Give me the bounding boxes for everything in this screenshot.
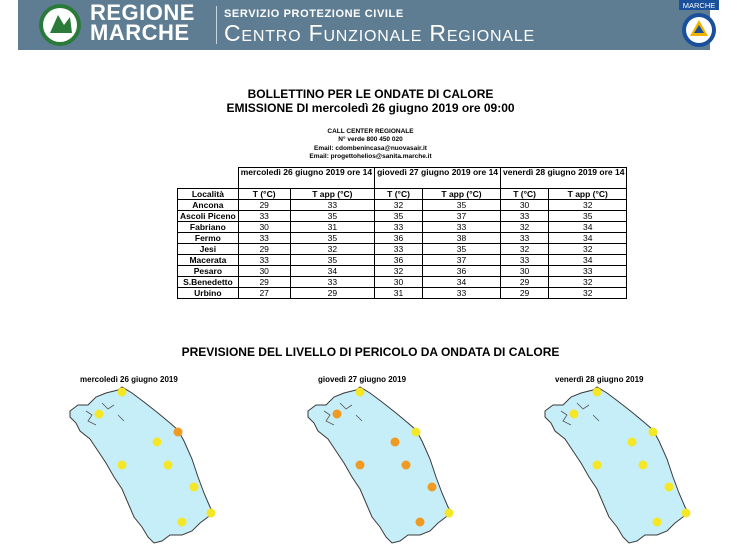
temp-cell: 33 (238, 233, 290, 244)
tapp-cell: 32 (549, 244, 627, 255)
temp-cell: 29 (238, 244, 290, 255)
location-cell: S.Benedetto (178, 277, 239, 288)
tapp-cell: 33 (549, 266, 627, 277)
tapp-cell: 35 (549, 211, 627, 222)
city-marker-macerata (402, 461, 411, 470)
city-marker-fermo (190, 483, 199, 492)
location-cell: Fermo (178, 233, 239, 244)
regione-marche-wordmark (90, 0, 195, 45)
table-row (178, 255, 627, 266)
location-cell: Ancona (178, 200, 239, 211)
table-column-header-row (178, 189, 627, 200)
column-header-temp: T (°C) (501, 189, 549, 200)
city-marker-pesaro (118, 388, 127, 397)
column-header-tapp: T app (°C) (422, 189, 500, 200)
tapp-cell: 29 (290, 288, 375, 299)
location-cell: Urbino (178, 288, 239, 299)
city-marker-jesi (153, 438, 162, 447)
map-label-day-3: venerdì 28 giugno 2019 (555, 375, 644, 384)
table-day-header: mercoledì 26 giugno 2019 ore 14 (238, 168, 374, 189)
tapp-cell: 35 (422, 200, 500, 211)
city-marker-ascoli-piceno (416, 518, 425, 527)
heat-map-day-3 (533, 385, 703, 547)
city-marker-fabriano (356, 461, 365, 470)
header-banner (18, 0, 716, 50)
call-center-label: CALL CENTER REGIONALE (327, 128, 414, 135)
temp-cell: 30 (501, 266, 549, 277)
tapp-cell: 32 (549, 200, 627, 211)
table-row (178, 200, 627, 211)
column-header-temp: T (°C) (375, 189, 423, 200)
city-marker-pesaro (593, 388, 602, 397)
city-marker-s-benedetto (207, 509, 216, 518)
forecast-title: PREVISIONE DEL LIVELLO DI PERICOLO DA ONDATA DI CALORE (181, 345, 560, 359)
tapp-cell: 32 (549, 288, 627, 299)
location-cell: Pesaro (178, 266, 239, 277)
marche-region-outline (545, 387, 689, 543)
city-marker-macerata (164, 461, 173, 470)
tapp-cell: 35 (290, 211, 375, 222)
column-header-temp: T (°C) (238, 189, 290, 200)
tapp-cell: 33 (290, 277, 375, 288)
city-marker-ancona (649, 428, 658, 437)
table-day-header: giovedì 27 giugno 2019 ore 14 (375, 168, 501, 189)
city-marker-s-benedetto (682, 509, 691, 518)
temp-cell: 30 (501, 200, 549, 211)
marche-region-outline (308, 387, 452, 543)
table-row (178, 222, 627, 233)
table-corner (178, 168, 239, 189)
regione-marche-logo-icon (38, 3, 82, 47)
tapp-cell: 35 (290, 233, 375, 244)
temp-cell: 33 (501, 255, 549, 266)
temp-cell: 35 (375, 211, 423, 222)
tapp-cell: 32 (549, 277, 627, 288)
tapp-cell: 34 (549, 222, 627, 233)
city-marker-s-benedetto (445, 509, 454, 518)
city-marker-urbino (95, 410, 104, 419)
city-marker-pesaro (356, 388, 365, 397)
temp-cell: 30 (238, 266, 290, 277)
tapp-cell: 34 (549, 255, 627, 266)
tapp-cell: 38 (422, 233, 500, 244)
temp-cell: 33 (238, 211, 290, 222)
temp-cell: 27 (238, 288, 290, 299)
temp-cell: 36 (375, 255, 423, 266)
temp-cell: 33 (375, 244, 423, 255)
tapp-cell: 33 (290, 200, 375, 211)
table-row (178, 244, 627, 255)
city-marker-ascoli-piceno (653, 518, 662, 527)
location-cell: Fabriano (178, 222, 239, 233)
contact-email-2: Email: progettohelios@sanita.marche.it (309, 153, 432, 160)
bulletin-title: BOLLETTINO PER LE ONDATE DI CALORE (247, 87, 494, 101)
civil-protection-triangle-icon (678, 0, 720, 50)
service-name: SERVIZIO PROTEZIONE CIVILE (224, 8, 404, 20)
tapp-cell: 34 (549, 233, 627, 244)
column-header-location: Località (178, 189, 239, 200)
centre-name: Centro Funzionale Regionale (224, 20, 536, 46)
city-marker-urbino (333, 410, 342, 419)
city-marker-ancona (174, 428, 183, 437)
heat-map-day-2 (296, 385, 466, 547)
temp-cell: 33 (501, 233, 549, 244)
temp-cell: 29 (238, 200, 290, 211)
table-day-header: venerdì 28 giugno 2019 ore 14 (501, 168, 627, 189)
tapp-cell: 35 (290, 255, 375, 266)
table-row (178, 277, 627, 288)
tapp-cell: 34 (290, 266, 375, 277)
location-cell: Jesi (178, 244, 239, 255)
tapp-cell: 36 (422, 266, 500, 277)
tapp-cell: 33 (422, 288, 500, 299)
city-marker-fermo (665, 483, 674, 492)
location-cell: Ascoli Piceno (178, 211, 239, 222)
temp-cell: 32 (501, 222, 549, 233)
city-marker-fabriano (118, 461, 127, 470)
temp-cell: 29 (238, 277, 290, 288)
city-marker-jesi (391, 438, 400, 447)
temp-cell: 33 (501, 211, 549, 222)
temp-cell: 32 (375, 266, 423, 277)
temp-cell: 30 (238, 222, 290, 233)
contact-email-1: Email: cdombenincasa@nuovasair.it (314, 145, 427, 152)
temp-cell: 32 (501, 244, 549, 255)
tapp-cell: 31 (290, 222, 375, 233)
marche-region-outline (70, 387, 214, 543)
tapp-cell: 32 (290, 244, 375, 255)
logo-line-1: REGIONE (90, 0, 195, 25)
tapp-cell: 34 (422, 277, 500, 288)
logo-line-2: MARCHE (90, 20, 190, 45)
city-marker-jesi (628, 438, 637, 447)
table-row (178, 288, 627, 299)
table-row (178, 211, 627, 222)
map-label-day-1: mercoledì 26 giugno 2019 (80, 375, 178, 384)
heat-map-day-1 (58, 385, 228, 547)
call-center-phone: N° verde 800 450 020 (338, 136, 403, 143)
tapp-cell: 33 (422, 222, 500, 233)
table-day-header-row (178, 168, 627, 189)
city-marker-fabriano (593, 461, 602, 470)
map-label-day-2: giovedì 27 giugno 2019 (318, 375, 407, 384)
temp-cell: 32 (375, 200, 423, 211)
column-header-tapp: T app (°C) (290, 189, 375, 200)
temp-cell: 29 (501, 288, 549, 299)
header-divider (216, 6, 217, 44)
city-marker-ascoli-piceno (178, 518, 187, 527)
temp-cell: 33 (375, 222, 423, 233)
table-row (178, 233, 627, 244)
city-marker-fermo (428, 483, 437, 492)
tapp-cell: 35 (422, 244, 500, 255)
temp-cell: 36 (375, 233, 423, 244)
temp-cell: 29 (501, 277, 549, 288)
table-row (178, 266, 627, 277)
temp-cell: 33 (238, 255, 290, 266)
tapp-cell: 37 (422, 211, 500, 222)
tapp-cell: 37 (422, 255, 500, 266)
city-marker-macerata (639, 461, 648, 470)
bulletin-emission: EMISSIONE DI mercoledì 26 giugno 2019 ore 09:00 (226, 101, 515, 115)
temperature-table (177, 167, 627, 299)
temp-cell: 30 (375, 277, 423, 288)
city-marker-urbino (570, 410, 579, 419)
city-marker-ancona (412, 428, 421, 437)
location-cell: Macerata (178, 255, 239, 266)
pc-logo-text: MARCHE (682, 1, 716, 10)
temp-cell: 31 (375, 288, 423, 299)
column-header-tapp: T app (°C) (549, 189, 627, 200)
